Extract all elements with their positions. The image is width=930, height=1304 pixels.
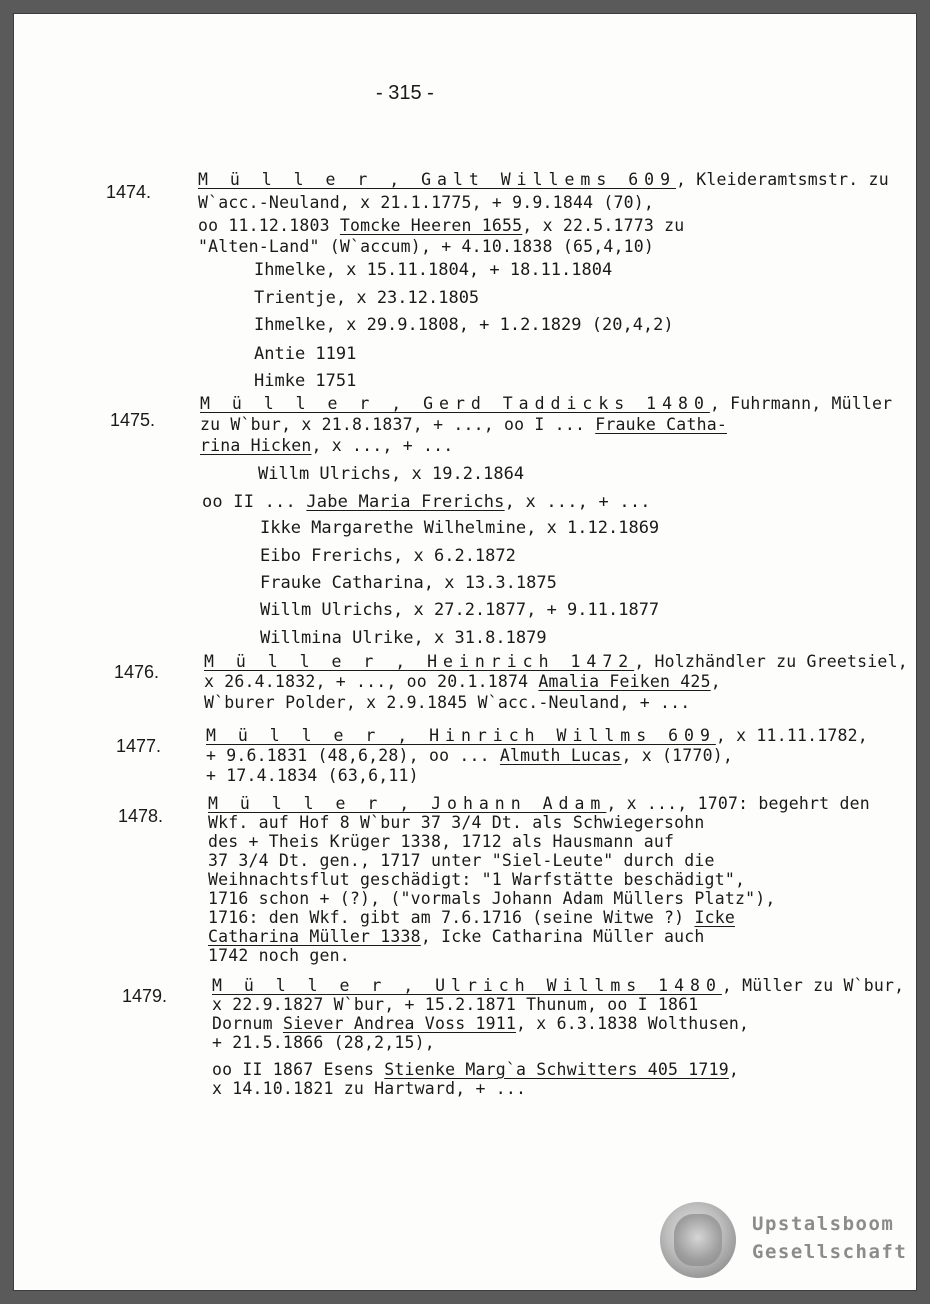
brand-line-1: Upstalsboom [752,1213,895,1235]
entry-line: M ü l l e r , Ulrich Willms 1480, Müller zu W`bur, [212,976,905,995]
spouse-link: Siever Andrea Voss 1911 [282,1014,517,1033]
entry-line: zu W`bur, x 21.8.1837, + ..., oo I ... Frauke Catha- [200,415,727,434]
entry-name: M ü l l e r , Galt Willems 609 [198,170,677,189]
child-entry: Ihmelke, x 15.11.1804, + 18.11.1804 [254,260,613,280]
entry-line: oo II 1867 Esens Stienke Marg`a Schwitters 405 1719, [212,1060,739,1079]
entry-name: M ü l l e r , Hinrich Willms 609 [206,726,716,745]
entry-number: 1475. [110,410,156,430]
child-entry: Willm Ulrichs, x 19.2.1864 [258,464,525,484]
entry-line: M ü l l e r , Galt Willems 609, Kleideramtsmstr. zu [198,170,889,189]
spouse-link: Amalia Feiken 425 [538,672,711,691]
entry-line: M ü l l e r , Heinrich 1472, Holzhändler zu Greetsiel, [204,652,908,671]
entry-line: x 14.10.1821 zu Hartward, + ... [212,1079,527,1098]
entry-name: M ü l l e r , Heinrich 1472 [204,652,635,671]
entry-line: oo 11.12.1803 Tomcke Heeren 1655, x 22.5.1773 zu [198,216,685,235]
spouse-link: Tomcke Heeren 1655 [339,216,523,235]
child-entry: Frauke Catharina, x 13.3.1875 [260,573,557,593]
spouse-link: Stienke Marg`a Schwitters 405 1719 [384,1060,729,1079]
entry-number: 1478. [118,806,164,826]
brand-logo [752,1210,907,1266]
entry-line: Weihnachtsflut geschädigt: "1 Warfstätte beschädigt", [208,870,746,889]
child-entry: Willmina Ulrike, x 31.8.1879 [260,628,547,648]
entry-line: + 9.6.1831 (48,6,28), oo ... Almuth Lucas, x (1770), [206,746,733,765]
page-number: - 315 - [376,82,434,104]
entry-line: W`acc.-Neuland, x 21.1.1775, + 9.9.1844 (70), [198,193,655,212]
entry-line: 37 3/4 Dt. gen., 1717 unter "Siel-Leute" durch die [208,851,715,870]
spouse-link: Catharina Müller 1338 [208,927,421,946]
spouse-link: rina Hicken [200,436,312,455]
child-entry: Eibo Frerichs, x 6.2.1872 [260,546,516,566]
entry-line: 1742 noch gen. [208,946,350,965]
entry-name: M ü l l e r , Gerd Taddicks 1480 [200,394,710,413]
spouse-link: Jabe Maria Frerichs [306,492,505,512]
entry-line: rina Hicken, x ..., + ... [200,436,454,455]
child-entry: Trientje, x 23.12.1805 [254,288,480,308]
child-entry: Himke 1751 [254,371,357,391]
document-page [14,14,916,1290]
entry-line: M ü l l e r , Hinrich Willms 609, x 11.11.1782, [206,726,868,745]
seal-logo-icon [660,1202,736,1278]
child-entry: Ikke Margarethe Wilhelmine, x 1.12.1869 [260,518,660,538]
child-entry: Antie 1191 [254,344,357,364]
brand-line-2: Gesellschaft [752,1241,908,1263]
entry-line: 1716: den Wkf. gibt am 7.6.1716 (seine Witwe ?) Icke [208,908,735,927]
entry-line: + 21.5.1866 (28,2,15), [212,1033,435,1052]
entry-number: 1479. [122,986,168,1006]
entry-line: 1716 schon + (?), ("vormals Johann Adam Müllers Platz"), [208,889,776,908]
entry-line: M ü l l e r , Gerd Taddicks 1480, Fuhrmann, Müller [200,394,893,413]
entry-line: + 17.4.1834 (63,6,11) [206,766,419,785]
child-entry: Ihmelke, x 29.9.1808, + 1.2.1829 (20,4,2) [254,315,674,335]
child-entry: Willm Ulrichs, x 27.2.1877, + 9.11.1877 [260,600,660,620]
entry-line: W`burer Polder, x 2.9.1845 W`acc.-Neuland, + ... [204,693,691,712]
entry-line: Dornum Siever Andrea Voss 1911, x 6.3.1838 Wolthusen, [212,1014,750,1033]
entry-line: des + Theis Krüger 1338, 1712 als Hausmann auf [208,832,675,851]
entry-line: x 22.9.1827 W`bur, + 15.2.1871 Thunum, oo I 1861 [212,995,699,1014]
entry-number: 1477. [116,736,162,756]
entry-name: M ü l l e r , Johann Adam [208,794,607,813]
entry-line: M ü l l e r , Johann Adam, x ..., 1707: begehrt den [208,794,870,813]
entry-number: 1474. [106,182,152,202]
entry-line: x 26.4.1832, + ..., oo 20.1.1874 Amalia Feiken 425, [204,672,721,691]
spouse-link: Icke [694,908,735,927]
spouse-link: Almuth Lucas [499,746,622,765]
entry-name: M ü l l e r , Ulrich Willms 1480 [212,976,722,995]
second-marriage: oo II ... Jabe Maria Frerichs, x ..., + ... [202,492,651,512]
entry-number: 1476. [114,662,160,682]
spouse-link: Frauke Catha- [595,415,727,434]
entry-line: "Alten-Land" (W`accum), + 4.10.1838 (65,4,10) [198,237,655,256]
entry-line: Wkf. auf Hof 8 W`bur 37 3/4 Dt. als Schwiegersohn [208,813,705,832]
entry-line: Catharina Müller 1338, Icke Catharina Müller auch [208,927,705,946]
